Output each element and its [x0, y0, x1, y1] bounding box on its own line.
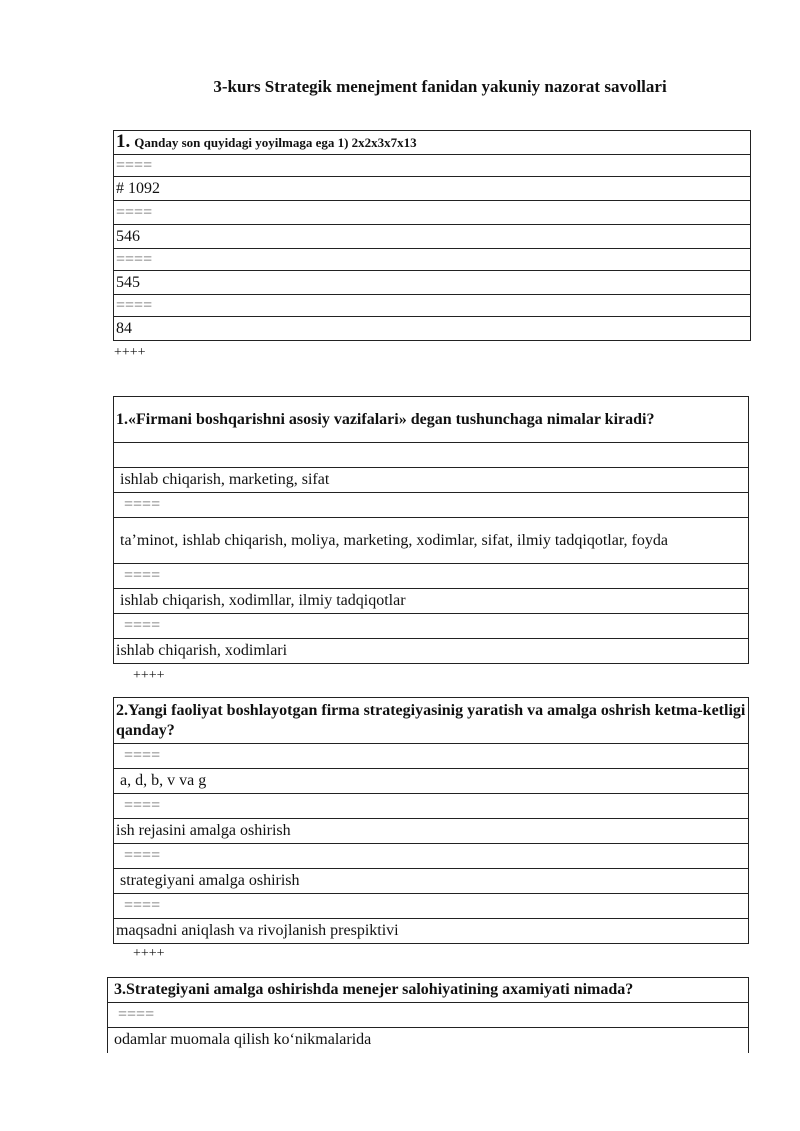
- separator: ====: [114, 894, 749, 919]
- plus-mark-2: ++++: [133, 668, 165, 683]
- question-2-answer-1: ishlab chiqarish, marketing, sifat: [114, 468, 749, 493]
- question-1-number: 1.: [116, 131, 131, 152]
- question-2-text: 1.«Firmani boshqarishni asosiy vazifalari» degan tushunchaga nimalar kiradi?: [114, 397, 749, 443]
- separator: ====: [114, 744, 749, 769]
- separator: ====: [114, 794, 749, 819]
- separator: ====: [114, 493, 749, 518]
- question-3-answer-4: maqsadni aniqlash va rivojlanish prespiktivi: [114, 919, 749, 944]
- separator: ====: [114, 295, 751, 317]
- document-title: 3-kurs Strategik menejment fanidan yakuniy nazorat savollari: [213, 77, 667, 96]
- question-1-text: Qanday son quyidagi yoyilmaga ega 1) 2x2x3x7x13: [134, 135, 417, 150]
- question-2-answer-4: ishlab chiqarish, xodimlari: [114, 639, 749, 664]
- plus-mark-3: ++++: [133, 946, 165, 961]
- question-3-table: [113, 697, 749, 944]
- separator: ====: [114, 201, 751, 225]
- separator: ====: [114, 249, 751, 271]
- question-4-answer-1: odamlar muomala qilish ko‘nikmalarida: [108, 1028, 749, 1053]
- question-2-answer-3: ishlab chiqarish, xodimllar, ilmiy tadqiqotlar: [114, 589, 749, 614]
- question-3-answer-2: ish rejasini amalga oshirish: [114, 819, 749, 844]
- question-3-text: 2.Yangi faoliyat boshlayotgan firma strategiyasinig yaratish va amalga oshrish ketma-ketligi qanday?: [114, 698, 749, 744]
- separator: ====: [114, 564, 749, 589]
- question-1-answer-1: # 1092: [114, 177, 751, 201]
- separator: ====: [114, 844, 749, 869]
- question-4-table: [107, 977, 749, 1053]
- question-1-table: [113, 130, 751, 341]
- question-2-answer-2: ta’minot, ishlab chiqarish, moliya, marketing, xodimlar, sifat, ilmiy tadqiqotlar, foyda: [114, 518, 749, 564]
- question-1-answer-2: 546: [114, 225, 751, 249]
- plus-mark-1: ++++: [114, 345, 146, 360]
- empty-row: [114, 443, 749, 468]
- question-1-answer-4: 84: [114, 317, 751, 341]
- separator: ====: [108, 1003, 749, 1028]
- question-3-answer-1: a, d, b, v va g: [114, 769, 749, 794]
- question-1-answer-3: 545: [114, 271, 751, 295]
- separator: ====: [114, 614, 749, 639]
- question-2-table: [113, 396, 749, 664]
- separator: ====: [114, 155, 751, 177]
- question-1-cell: [114, 131, 751, 155]
- question-4-text: 3.Strategiyani amalga oshirishda menejer salohiyatining axamiyati nimada?: [108, 978, 749, 1003]
- question-3-answer-3: strategiyani amalga oshirish: [114, 869, 749, 894]
